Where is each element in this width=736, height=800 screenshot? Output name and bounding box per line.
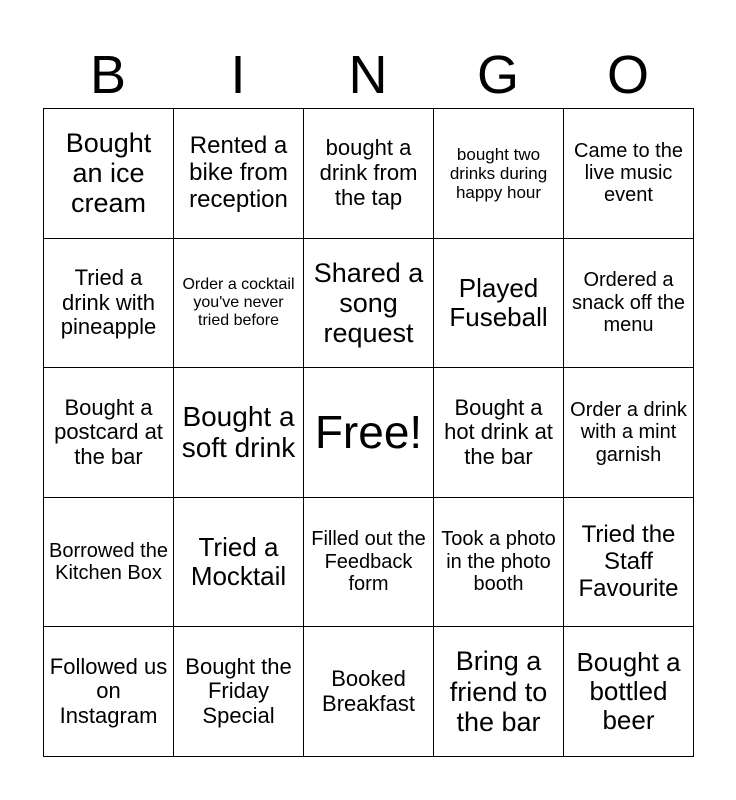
bingo-cell: Shared a song request: [304, 238, 434, 368]
grid-row-4: [44, 497, 694, 627]
header-letter-i: I: [230, 45, 246, 105]
grid-row-2: [44, 238, 694, 368]
bingo-cell: bought two drinks during happy hour: [434, 109, 564, 239]
bingo-header: [43, 42, 693, 108]
grid-row-1: [44, 109, 694, 239]
bingo-cell: Order a cocktail you've never tried before: [174, 238, 304, 368]
header-letter-o: O: [606, 45, 649, 105]
bingo-cell: Bought a bottled beer: [564, 627, 694, 757]
bingo-cell: Ordered a snack off the menu: [564, 238, 694, 368]
bingo-cell: Bought the Friday Special: [174, 627, 304, 757]
bingo-grid: [43, 108, 694, 757]
grid-row-5: [44, 627, 694, 757]
grid-row-3: [44, 368, 694, 498]
bingo-cell: Filled out the Feedback form: [304, 497, 434, 627]
bingo-cell: Came to the live music event: [564, 109, 694, 239]
bingo-cell: Took a photo in the photo booth: [434, 497, 564, 627]
header-letter-b: B: [89, 45, 127, 105]
free-space: Free!: [304, 368, 434, 498]
bingo-cell: Followed us on Instagram: [44, 627, 174, 757]
bingo-cell: bought a drink from the tap: [304, 109, 434, 239]
bingo-cell: Played Fuseball: [434, 238, 564, 368]
bingo-cell: Tried a Mocktail: [174, 497, 304, 627]
bingo-cell: Order a drink with a mint garnish: [564, 368, 694, 498]
bingo-cell: Bought a postcard at the bar: [44, 368, 174, 498]
bingo-cell: Tried the Staff Favourite: [564, 497, 694, 627]
header-letter-n: N: [348, 45, 388, 105]
header-letter-g: G: [476, 45, 519, 105]
bingo-cell: Borrowed the Kitchen Box: [44, 497, 174, 627]
bingo-cell: Bring a friend to the bar: [434, 627, 564, 757]
bingo-cell: Bought an ice cream: [44, 109, 174, 239]
bingo-cell: Bought a hot drink at the bar: [434, 368, 564, 498]
bingo-cell: Bought a soft drink: [174, 368, 304, 498]
bingo-cell: Booked Breakfast: [304, 627, 434, 757]
bingo-cell: Rented a bike from reception: [174, 109, 304, 239]
bingo-cell: Tried a drink with pineapple: [44, 238, 174, 368]
